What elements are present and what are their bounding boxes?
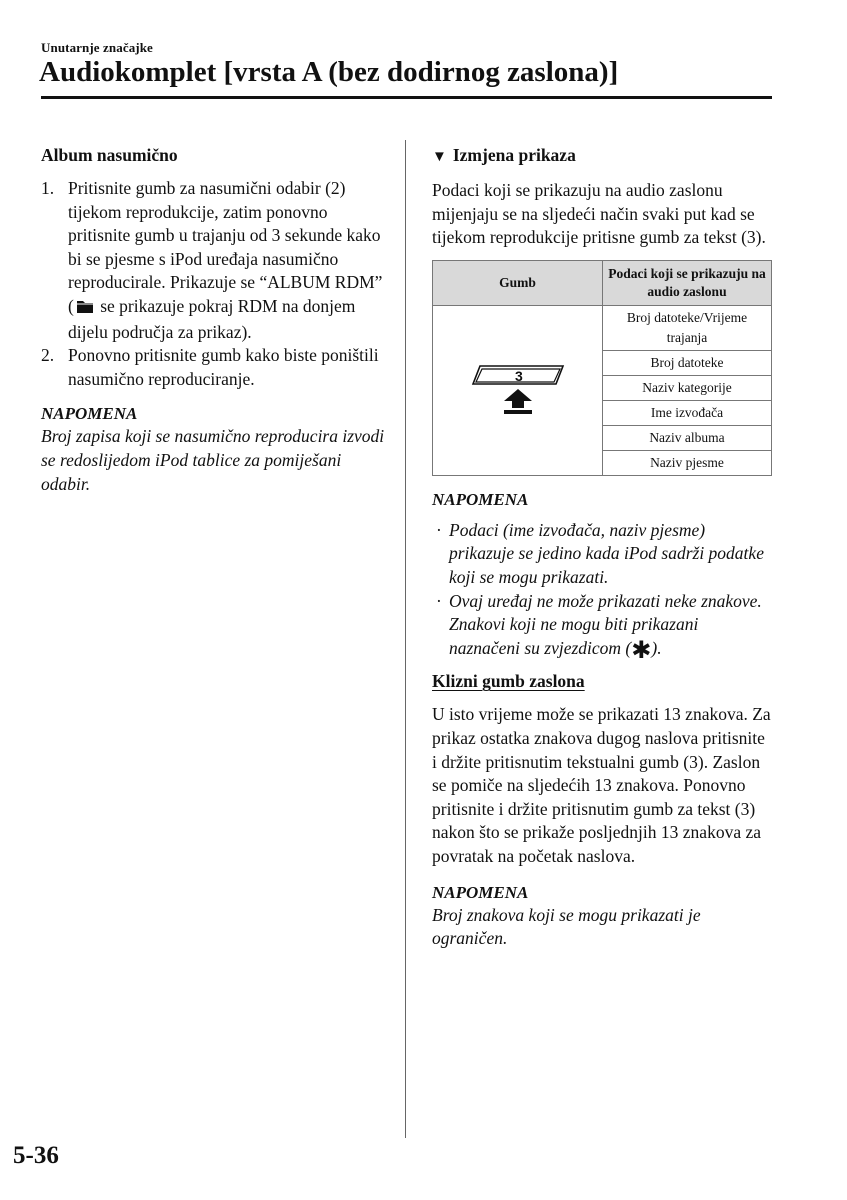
asterisk-icon: ✱ xyxy=(631,635,652,664)
table-cell: Naziv kategorije xyxy=(603,375,772,400)
right-column xyxy=(432,144,772,951)
bullet-text-cont: ). xyxy=(651,637,662,658)
button-cell xyxy=(433,305,603,475)
step-number: 2. xyxy=(41,345,55,366)
title-rule xyxy=(41,96,772,99)
folder-icon xyxy=(76,297,94,321)
steps-list xyxy=(41,177,386,391)
album-random-heading: Album nasumično xyxy=(41,145,178,165)
button-number: 3 xyxy=(514,368,523,385)
table-cell: Broj datoteke/Vrijeme trajanja xyxy=(603,305,772,350)
scroll-paragraph: U isto vrijeme može se prikazati 13 znakova. Za prikaz ostatka znakova dugog naslova pritisnite i držite pritisnutim tekstualni gumb (3). Zaslon se pomiče na sljedećih 13 znakova. Ponovno pritisnite i držite pritisnutim gumb za tekst (3) nakon što se prikaže posljednjih 13 znakova za povratak na početak naslova. xyxy=(432,704,771,866)
bullet-text: Podaci (ime izvođača, naziv pjesme) prikazuje se jedino kada iPod sadrži podatke koji se mogu prikazati. xyxy=(449,519,764,587)
note-text: Broj znakova koji se mogu prikazati je ograničen. xyxy=(432,904,701,949)
page-number: 5-36 xyxy=(13,1142,59,1169)
scroll-button-heading: Klizni gumb zaslona xyxy=(432,671,585,692)
column-divider xyxy=(405,140,406,1138)
list-item: · Podaci (ime izvođača, naziv pjesme) prikazuje se jedino kada iPod sadrži podatke koji se mogu prikazati. xyxy=(436,519,764,587)
step-text: Pritisnite gumb za nasumični odabir (2) tijekom reprodukcije, zatim ponovno pritisnite gumb u trajanju od 3 sekunde kako bi se pjesme s iPod uređaja nasumično reproducirale. Prikazuje se “ALBUM RDM” ( xyxy=(68,178,383,316)
step-text: Ponovno pritisnite gumb kako biste poništili nasumično reproduciranje. xyxy=(68,345,379,389)
intro-paragraph: Podaci koji se prikazuju na audio zaslonu mijenjaju se na sljedeći način svaki put kad se tijekom reprodukcije pritisne gumb za tekst (3). xyxy=(432,180,766,248)
note-heading: NAPOMENA xyxy=(41,404,138,424)
note-bullets xyxy=(432,519,772,664)
note-heading: NAPOMENA xyxy=(432,882,529,902)
display-table xyxy=(432,260,772,476)
list-item xyxy=(41,344,386,391)
list-item: · Ovaj uređaj ne može prikazati neke znakove. Znakovi koji ne mogu biti prikazani naznačeni su zvjezdicom (✱). xyxy=(436,590,762,664)
triangle-marker-icon: ▼ xyxy=(432,149,447,165)
table-cell: Broj datoteke xyxy=(603,350,772,375)
list-item xyxy=(41,177,386,344)
note-text: Broj zapisa koji se nasumično reproducira izvodi se redoslijedom iPod tablice za pomiješani odabir. xyxy=(41,426,385,494)
table-cell: Naziv pjesme xyxy=(603,450,772,475)
table-header-data: Podaci koji se prikazuju na audio zaslonu xyxy=(603,260,772,305)
display-change-heading xyxy=(432,144,772,168)
table-cell: Naziv albuma xyxy=(603,425,772,450)
table-row xyxy=(433,305,772,350)
step-text-cont: se prikazuje pokraj RDM na donjem dijelu područja za prikaz). xyxy=(68,295,356,342)
section-label: Unutarnje značajke xyxy=(41,40,153,55)
page-title: Audiokomplet [vrsta A (bez dodirnog zaslona)] xyxy=(39,56,619,88)
text-button-press-icon xyxy=(468,356,568,418)
step-number: 1. xyxy=(41,178,55,198)
table-cell: Ime izvođača xyxy=(603,400,772,425)
table-header-button: Gumb xyxy=(433,260,603,305)
bullet-text: Ovaj uređaj ne može prikazati neke znakove. Znakovi koji ne mogu biti prikazani naznačeni su zvjezdicom ( xyxy=(449,590,762,658)
left-column xyxy=(41,144,386,496)
heading-text: Izmjena prikaza xyxy=(452,145,576,165)
note-heading: NAPOMENA xyxy=(432,489,529,509)
